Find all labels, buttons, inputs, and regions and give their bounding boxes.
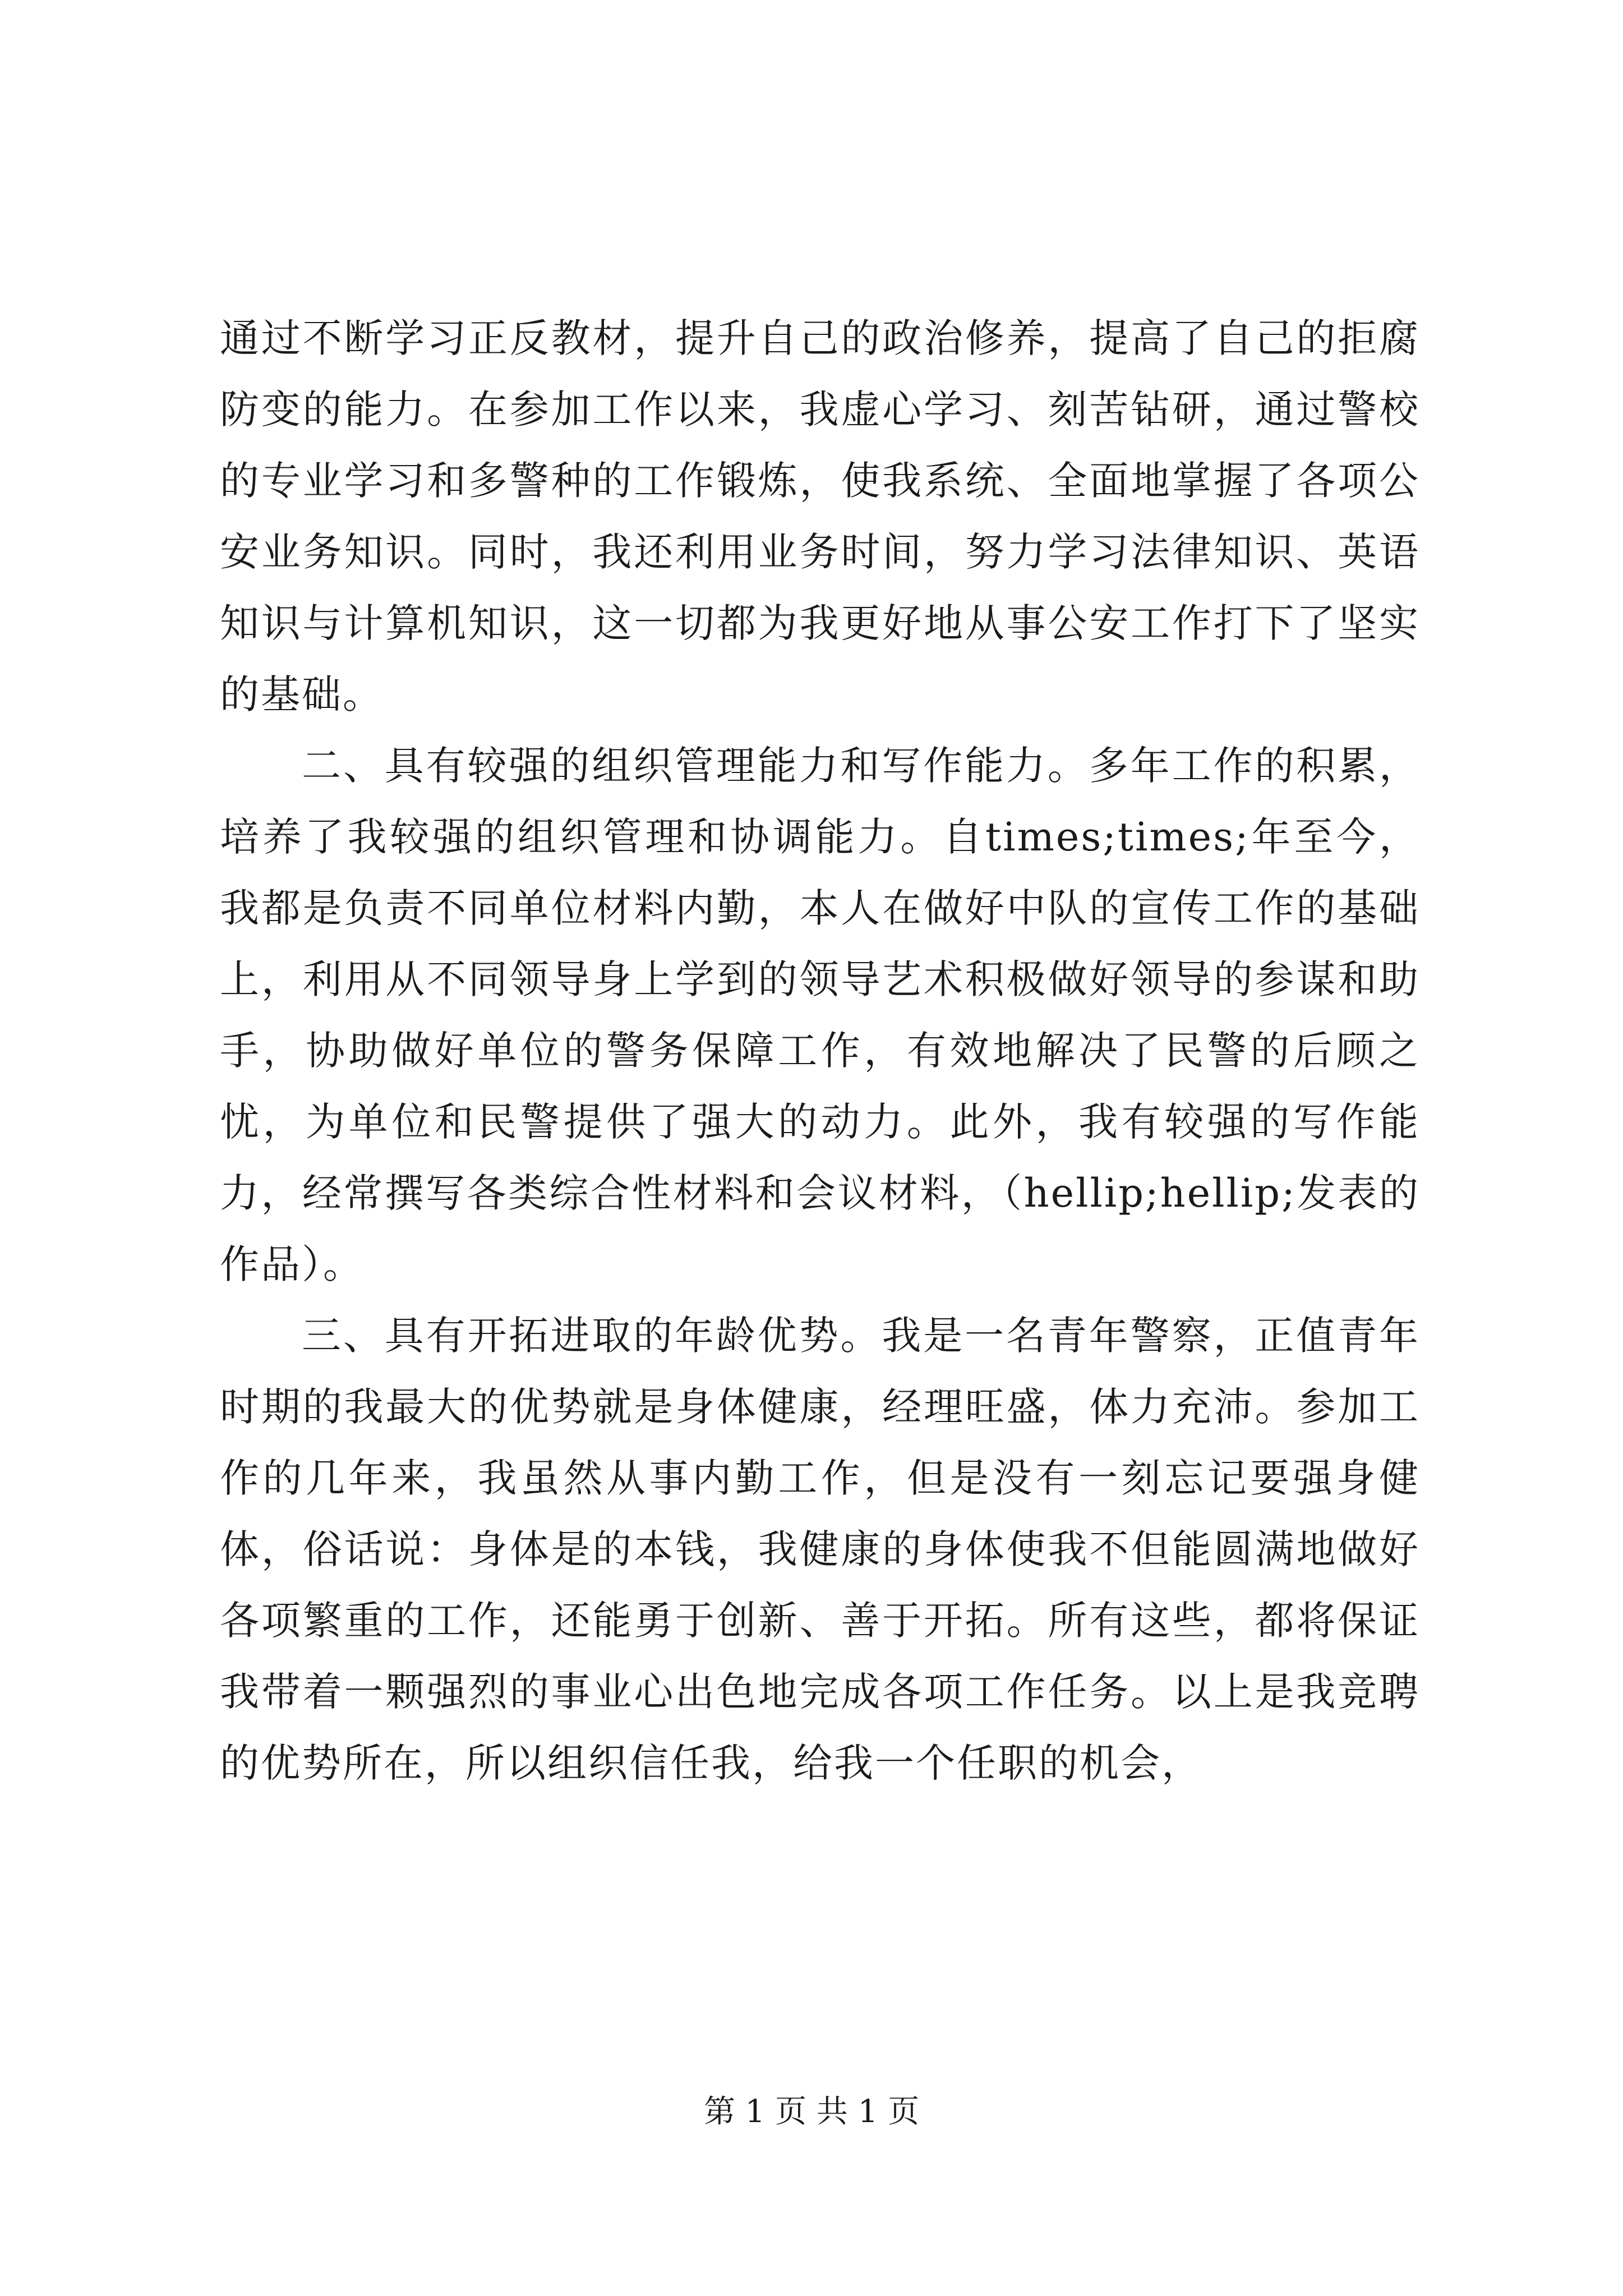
paragraph-2: 二、具有较强的组织管理能力和写作能力。多年工作的积累，培养了我较强的组织管理和协调能力。自times;times;年至今，我都是负责不同单位材料内勤，本人在做好中队的宣传工作的基础上，利用从不同领导身上学到的领导艺术积极做好领导的参谋和助手，协助做好单位的警务保障工作，有效地解决了民警的后顾之忧，为单位和民警提供了强大的动力。此外，我有较强的写作能力，经常撰写各类综合性材料和会议材料，（hellip;hellip;发表的作品）。 xyxy=(220,743,1420,1287)
document-body xyxy=(220,303,1420,1799)
paragraph-3: 三、具有开拓进取的年龄优势。我是一名青年警察，正值青年时期的我最大的优势就是身体健康，经理旺盛，体力充沛。参加工作的几年来，我虽然从事内勤工作，但是没有一刻忘记要强身健体，俗话说：身体是的本钱，我健康的身体使我不但能圆满地做好各项繁重的工作，还能勇于创新、善于开拓。所有这些，都将保证我带着一颗强烈的事业心出色地完成各项工作任务。以上是我竞聘的优势所在，所以组织信任我，给我一个任职的机会， xyxy=(220,1313,1420,1786)
page-number-footer: 第 1 页 共 1 页 xyxy=(703,2093,920,2130)
paragraph-1: 通过不断学习正反教材，提升自己的政治修养，提高了自己的拒腐防变的能力。在参加工作以来，我虚心学习、刻苦钻研，通过警校的专业学习和多警种的工作锻炼，使我系统、全面地掌握了各项公安业务知识。同时，我还利用业务时间，努力学习法律知识、英语知识与计算机知识，这一切都为我更好地从事公安工作打下了坚实的基础。 xyxy=(220,315,1420,717)
